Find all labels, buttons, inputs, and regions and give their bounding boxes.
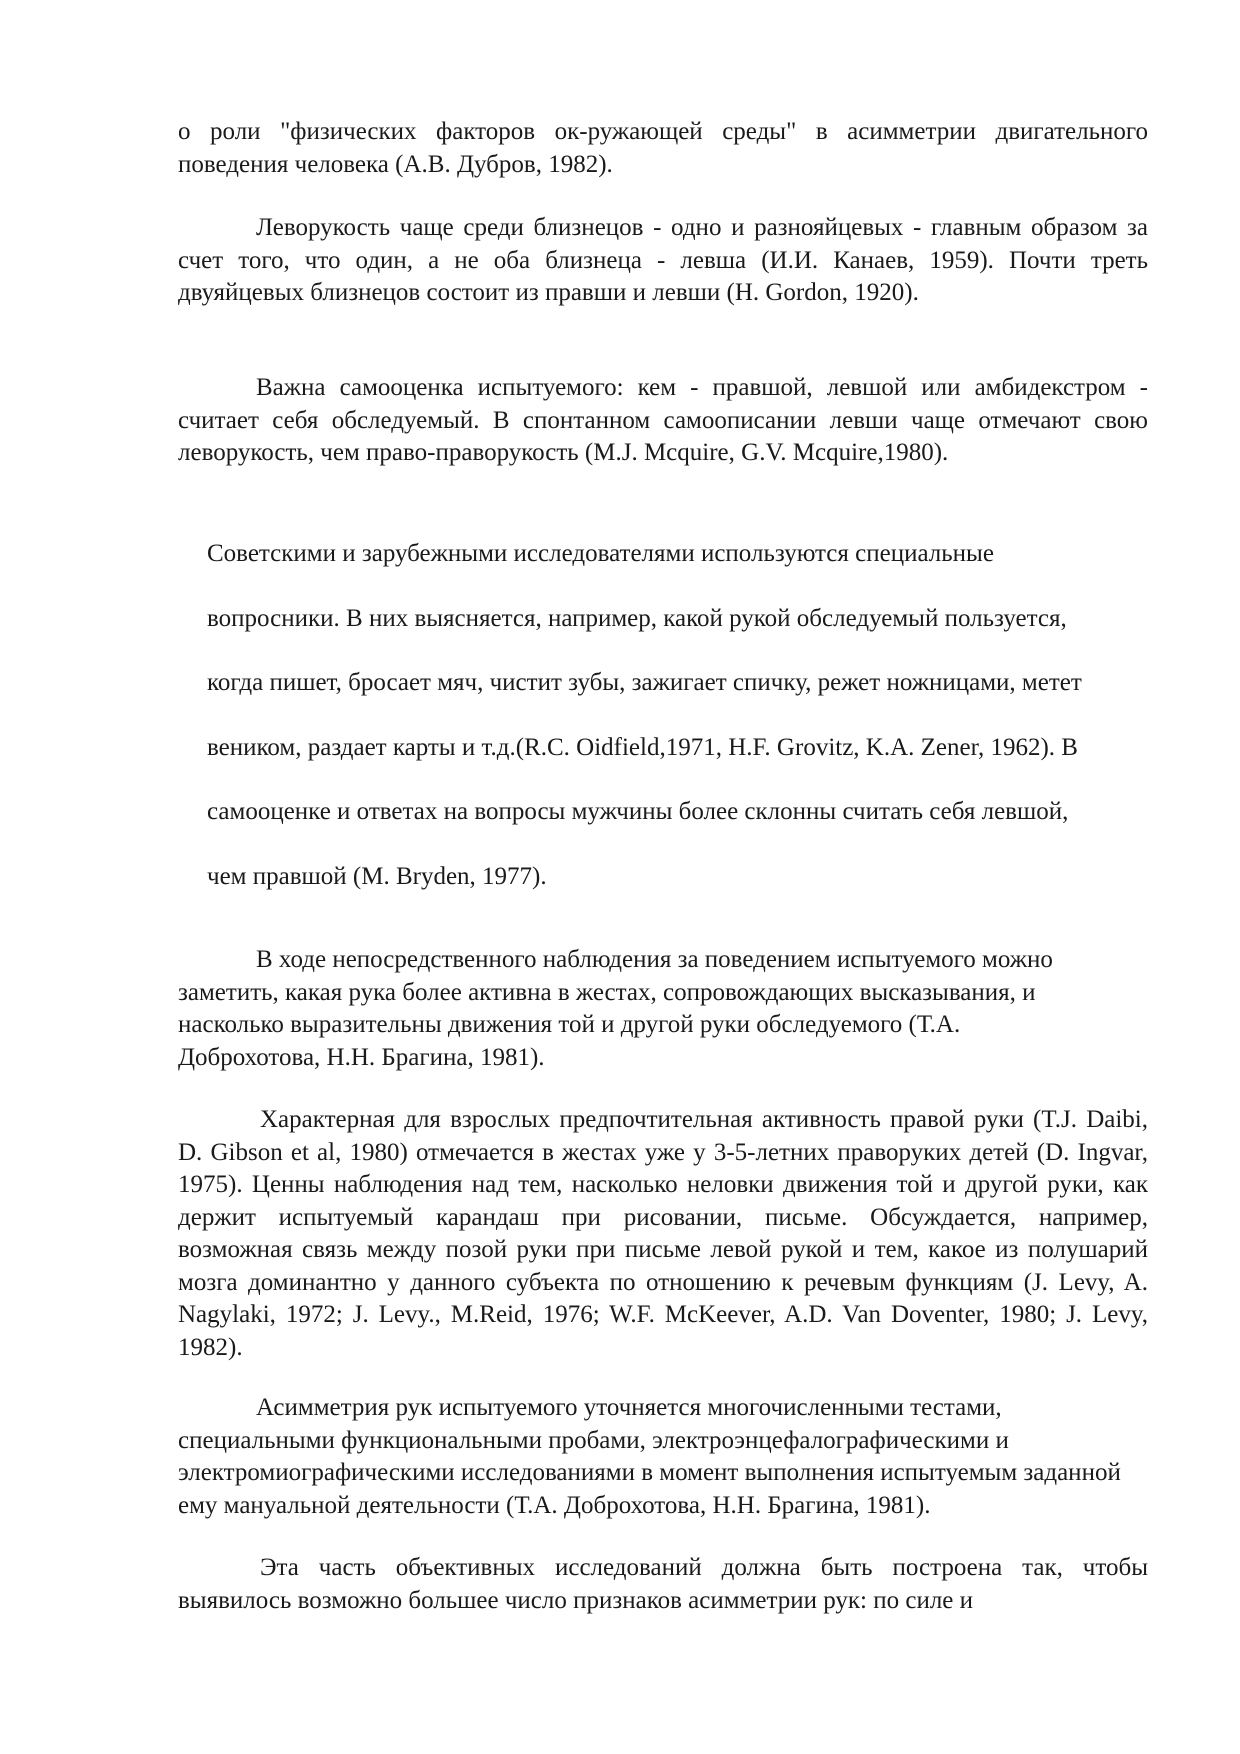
paragraph-observation: В ходе непосредственного наблюдения за поведением испытуемого можно заметить, какая рука более активна в жестах, сопровождающих высказывания, и насколько выразительны движения той и другой руки обследуемого (Т.А. Доброхотова, Н.Н. Брагина, 1981).	[178, 946, 1053, 1071]
paragraph-right-hand-activity: Характерная для взрослых предпочтительная активность правой руки (T.J. Daibi, D. Gibson et al, 1980) отмечается в жестах уже у 3-5-летних праворуких детей (D. Ingvar, 1975). Ценны наблюдения над тем, насколько неловки движения той и другой руки, как держит испытуемый карандаш при рисовании, письме. Обсуждается, например, возможная связь между позой руки при письме левой рукой и тем, какое из полушарий мозга доминантно у данного субъекта по отношению к речевым функциям (J. Levy, A. Nagylaki, 1972; J. Levy., M.Reid, 1976; W.F. McKeever, A.D. Van Doventer, 1980; J. Levy, 1982).	[178, 1106, 1148, 1361]
paragraph-physical-factors: о роли "физических факторов ок-ружающей среды" в асимметрии двигательного поведения человека (А.В. Дубров, 1982).	[178, 118, 1148, 178]
paragraph-objective-research: Эта часть объективных исследований должна быть построена так, чтобы выявилось возможно большее число признаков асимметрии рук: по силе и	[178, 1554, 1148, 1614]
paragraph-twins-lefthandedness: Леворукость чаще среди близнецов - одно и разнояйцевых - главным образом за счет того, что один, а не оба близнеца - левша (И.И. Канаев, 1959). Почти треть двуяйцевых близнецов состоит из правши и левши (H. Gordon, 1920).	[178, 214, 1148, 306]
paragraph-self-assessment: Важна самооценка испытуемого: кем - правшой, левшой или амбидекстром - считает себя обследуемый. В спонтанном самоописании левши чаще отмечают свою леворукость, чем право-праворукость (M.J. Mcquire, G.V. Mcquire,1980).	[178, 374, 1148, 466]
paragraph-hand-asymmetry-tests: Асимметрия рук испытуемого уточняется многочисленными тестами, специальными функциональными пробами, электроэнцефалографическими и электромиографическими исследованиями в момент выполнения испытуемым заданной ему мануальной деятельности (Т.А. Доброхотова, Н.Н. Брагина, 1981).	[178, 1394, 1121, 1519]
paragraph-questionnaires: Советскими и зарубежными исследователями используются специальные вопросники. В них выясняется, например, какой рукой обследуемый пользуется, когда пишет, бросает мяч, чистит зубы, зажигает спичку, режет ножницами, метет веником, раздает карты и т.д.(R.C. Oidfield,1971, H.F. Grovitz, K.A. Zener, 1962). В самооценке и ответах на вопросы мужчины более склонны считать себя левшой, чем правшой (M. Bryden, 1977).	[207, 540, 1082, 890]
